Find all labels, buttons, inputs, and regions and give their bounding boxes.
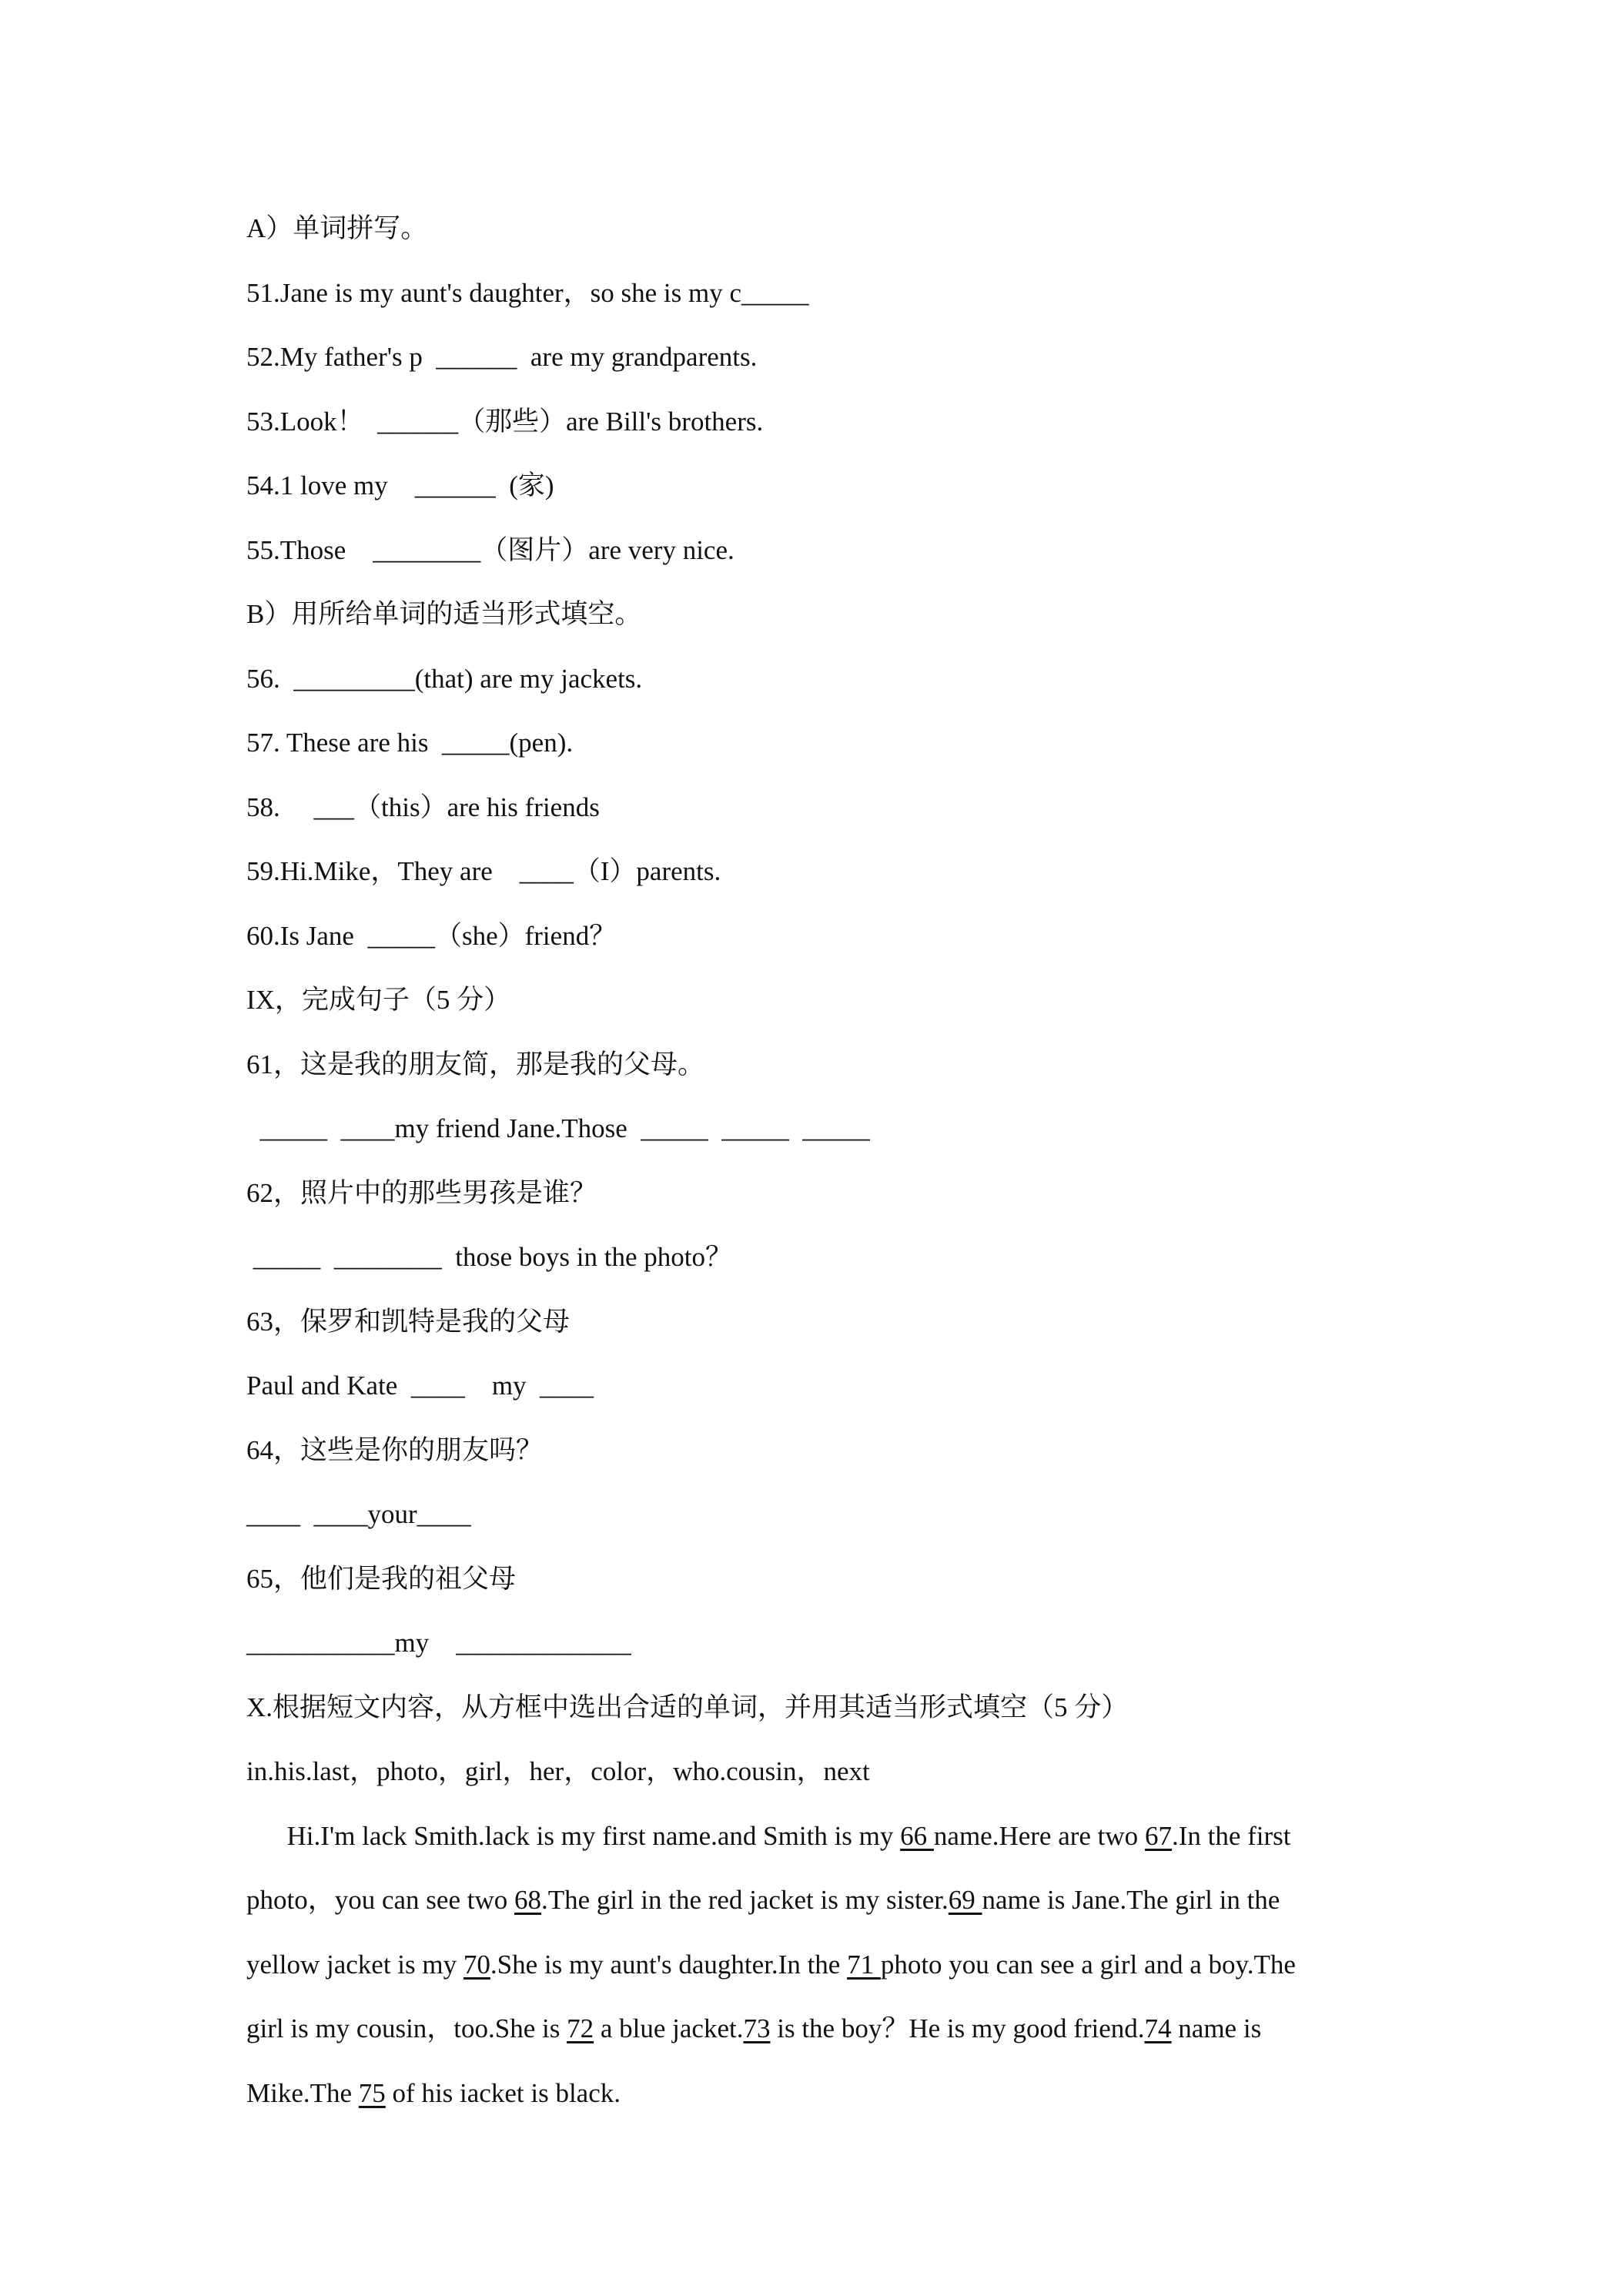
question-62-english: _____ ________ those boys in the photo？ <box>246 1242 732 1272</box>
question-52: 52.My father's p ______ are my grandparents. <box>246 342 758 372</box>
question-61-chinese: 61，这是我的朋友简，那是我的父母。 <box>246 1049 705 1079</box>
question-56: 56. _________(that) are my jackets. <box>246 664 643 694</box>
question-64-english: ____ ____your____ <box>246 1499 471 1529</box>
blank-67: 67 <box>1144 1821 1172 1851</box>
section-ix-heading: IX，完成句子（5 分） <box>246 985 511 1015</box>
question-65-english: ___________my _____________ <box>246 1628 631 1658</box>
section-b-heading: B）用所给单词的适当形式填空。 <box>246 599 642 629</box>
question-57: 57. These are his _____(pen). <box>246 728 574 758</box>
blank-71: 71 <box>847 1950 881 1980</box>
passage-text: name is <box>1171 2013 1262 2043</box>
word-box: in.his.last，photo，girl，her，color，who.cousin，next <box>246 1756 870 1786</box>
blank-66: 66 <box>900 1821 934 1851</box>
blank-74: 74 <box>1144 2013 1172 2043</box>
passage-text: yellow jacket is my <box>246 1950 463 1980</box>
passage-line <box>246 2007 1392 2050</box>
question-61-english: _____ ____my friend Jane.Those _____ _____ _____ <box>246 1113 870 1143</box>
question-55: 55.Those ________（图片）are very nice. <box>246 535 735 565</box>
question-53: 53.Look！ ______（那些）are Bill's brothers. <box>246 407 764 437</box>
question-63-english: Paul and Kate ____ my ____ <box>246 1371 594 1401</box>
passage-text: of his iacket is black. <box>385 2078 621 2108</box>
question-62-chinese: 62，照片中的那些男孩是谁？ <box>246 1178 597 1208</box>
question-51: 51.Jane is my aunt's daughter，so she is my c_____ <box>246 278 809 308</box>
question-60: 60.Is Jane _____（she）friend？ <box>246 921 617 951</box>
passage-line <box>246 1879 1392 1922</box>
question-64-chinese: 64，这些是你的朋友吗？ <box>246 1435 544 1465</box>
passage-text: name.Here are two <box>933 1821 1145 1851</box>
blank-70: 70 <box>463 1950 490 1980</box>
passage-text: photo，you can see two <box>246 1885 514 1915</box>
blank-73: 73 <box>743 2013 771 2043</box>
question-63-chinese: 63，保罗和凯特是我的父母 <box>246 1307 571 1337</box>
section-a-heading: A）单词拼写。 <box>246 213 428 243</box>
question-65-chinese: 65，他们是我的祖父母 <box>246 1564 517 1594</box>
blank-68: 68 <box>514 1885 541 1915</box>
passage-text: photo you can see a girl and a boy.The <box>880 1950 1296 1980</box>
section-x-heading: X.根据短文内容，从方框中选出合适的单词，并用其适当形式填空（5 分） <box>246 1692 1129 1722</box>
passage-line <box>246 2072 1392 2115</box>
passage-text: Mike.The <box>246 2078 359 2108</box>
blank-75: 75 <box>358 2078 386 2108</box>
passage-text: a blue jacket. <box>594 2013 744 2043</box>
blank-69: 69 <box>948 1885 982 1915</box>
passage-text: .In the first <box>1171 1821 1291 1851</box>
passage-text: .She is my aunt's daughter.In the <box>490 1950 848 1980</box>
blank-72: 72 <box>567 2013 594 2043</box>
passage-line <box>246 1943 1392 1986</box>
question-58: 58. ___（this）are his friends <box>246 792 600 822</box>
passage-text: .The girl in the red jacket is my sister. <box>540 1885 949 1915</box>
passage-text: name is Jane.The girl in the <box>982 1885 1280 1915</box>
question-59: 59.Hi.Mike，They are ____（I）parents. <box>246 856 721 886</box>
passage-text: girl is my cousin，too.She is <box>246 2013 567 2043</box>
question-54: 54.1 love my ______ (家) <box>246 470 554 500</box>
passage-text: is the boy？He is my good friend. <box>770 2013 1145 2043</box>
passage-text: Hi.I'm lack Smith.lack is my first name.and Smith is my <box>246 1821 901 1851</box>
passage-line <box>246 1815 1392 1858</box>
